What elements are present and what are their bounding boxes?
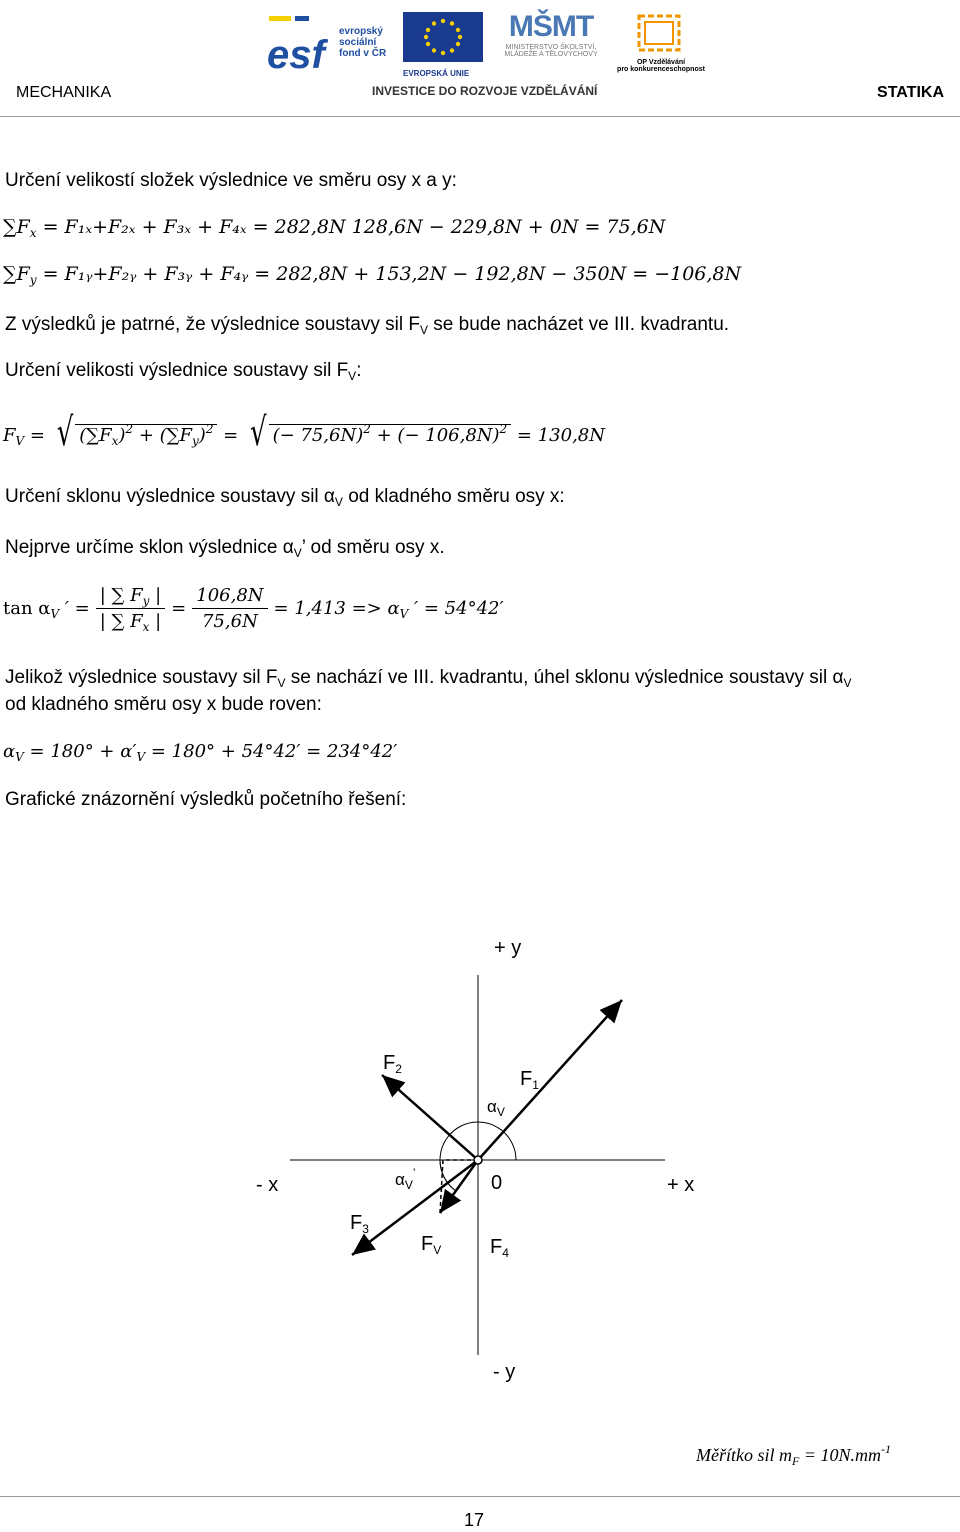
msmt-line2: MLÁDEŽE A TĚLOVÝCHOVY <box>504 51 598 58</box>
eq-fv-eq2: = <box>217 425 244 446</box>
op-line2: pro konkurenceschopnost <box>617 66 705 73</box>
force-f1-vector <box>478 1000 622 1160</box>
angle-heading-sub: V <box>334 495 343 509</box>
header-right: STATIKA <box>877 84 944 101</box>
equation-tan: $\tan \alpha_V$ ′ = $\frac{| \sum F_y |}{| \sum F_x |}$ = $\frac{106,8N}{75,6N}$ = $1,413 => \alpha_V$ ′ = 54°42′ <box>3 585 504 634</box>
equation-alpha: $\alpha_V = 180^\circ + \alpha'_V = 180^\circ + 54^\circ 42' = 234^\circ 42'$ <box>3 741 398 764</box>
eq-fx-lhs-sub: x <box>29 226 37 240</box>
first-determine-b: ’ od směru osy x. <box>301 537 445 558</box>
label-f4: $F_4$ <box>490 1236 509 1260</box>
esf-line3: fond v ČR <box>339 48 387 59</box>
magnitude-heading-b: : <box>356 360 362 381</box>
msmt-mark: MŠMT <box>508 10 594 43</box>
quadrant-text-a: Z výsledků je patrné, že výslednice soustavy sil F <box>5 314 421 335</box>
since-text-line2: od kladného směru osy x bude roven: <box>5 694 322 715</box>
footer-rule <box>0 1496 960 1497</box>
label-alpha-v-prime: $\alpha_V^’$ <box>395 1166 416 1192</box>
eq-fx-lhs: ∑F <box>3 216 30 238</box>
graphic-heading: Grafické znázornění výsledků početního řešení: <box>5 789 407 810</box>
eq-fy-lhs: ∑F <box>3 263 30 285</box>
eq-tan-frac-1: $\frac{| \sum F_y |}{| \sum F_x |}$ <box>96 585 165 632</box>
eq-tan-mid: = <box>171 598 187 619</box>
eq-tan-lhs: tan α <box>3 598 51 619</box>
label-minus-x: - x <box>256 1174 279 1196</box>
page-number: 17 <box>464 1510 485 1530</box>
since-text-line1: Jelikož výslednice soustavy sil $F_V$ se nachází ve III. kvadrantu, úhel sklonu výslednice soustavy sil $\alpha_V$ <box>5 667 852 690</box>
heading-components: Určení velikostí složek výslednice ve směru osy x a y: <box>5 170 457 191</box>
label-fv: $F_V$ <box>421 1233 442 1257</box>
force-f2-vector <box>382 1075 478 1160</box>
first-determine-a: Nejprve určíme sklon výslednice α <box>5 537 294 558</box>
eq-tan-frac-2: $\frac{106,8N}{75,6N}$ <box>192 585 267 632</box>
eq-fv-eq1: = <box>24 425 51 446</box>
label-plus-x: + x <box>667 1174 695 1196</box>
scale-note: Měřítko sil $m_F = 10N.mm^{-1}$ <box>696 1442 891 1468</box>
esf-line2: sociální <box>339 37 377 48</box>
eu-caption: EVROPSKÁ UNIE <box>403 69 470 78</box>
label-plus-y: + y <box>494 937 522 959</box>
eq-fv-lhs: F <box>3 425 16 446</box>
header-tagline: INVESTICE DO ROZVOJE VZDĚLÁVÁNÍ <box>372 84 598 98</box>
eq-fv-radicand-2: (− 75,6N)$^2$ + (− 106,8N)$^2$ <box>269 424 512 446</box>
first-determine-sub: V <box>293 546 302 560</box>
angle-heading-b: od kladného směru osy x: <box>342 486 565 507</box>
label-minus-y: - y <box>493 1361 516 1383</box>
eq-fx-rhs: = F₁ₓ+F₂ₓ + F₃ₓ + F₄ₓ = 282,8N 128,6N − 229,8N + 0N = 75,6N <box>42 216 666 238</box>
magnitude-heading-a: Určení velikosti výslednice soustavy sil F <box>5 360 349 381</box>
since-text-a: Jelikož výslednice soustavy sil F <box>5 667 278 688</box>
since-text-b: se nachází ve III. kvadrantu, úhel sklonu výslednice soustavy sil α <box>285 667 844 688</box>
eq-tan-result-a: = 1,413 => α <box>273 598 400 619</box>
eq-fv-radicand-1: $(\sum F_x)^2 + (\sum F_y)^2$ <box>75 424 217 446</box>
quadrant-text-b: se bude nacházet ve III. kvadrantu. <box>428 314 730 335</box>
radical-sign-icon: √ <box>56 410 74 456</box>
op-line1: OP Vzdělávání <box>636 59 686 66</box>
label-alpha-v: $\alpha_V$ <box>487 1097 505 1119</box>
eq-fv-result: = 130,8N <box>511 425 605 446</box>
origin-point <box>474 1156 482 1164</box>
label-origin: 0 <box>491 1172 503 1194</box>
label-f1: $F_1$ <box>520 1068 539 1092</box>
esf-line1: evropský <box>339 26 383 37</box>
header-left: MECHANIKA <box>16 84 112 101</box>
force-fv-vector <box>440 1160 478 1213</box>
angle-heading-a: Určení sklonu výslednice soustavy sil α <box>5 486 335 507</box>
msmt-line1: MINISTERSTVO ŠKOLSTVÍ, <box>505 44 597 51</box>
eq-fy-lhs-sub: y <box>29 273 37 287</box>
magnitude-heading-sub: V <box>348 369 357 383</box>
quadrant-text-sub: V <box>420 323 429 337</box>
label-f2: $F_2$ <box>383 1052 402 1076</box>
svg-text:esf: esf <box>267 33 325 74</box>
eq-fy-rhs: = F₁ᵧ+F₂ᵧ + F₃ᵧ + F₄ᵧ = 282,8N + 153,2N − 192,8N − 350N = −106,8N <box>42 263 742 285</box>
label-f3: $F_3$ <box>350 1212 369 1236</box>
eq-fv-lhs-sub: V <box>15 434 25 448</box>
radical-sign-icon-2: √ <box>249 410 267 456</box>
